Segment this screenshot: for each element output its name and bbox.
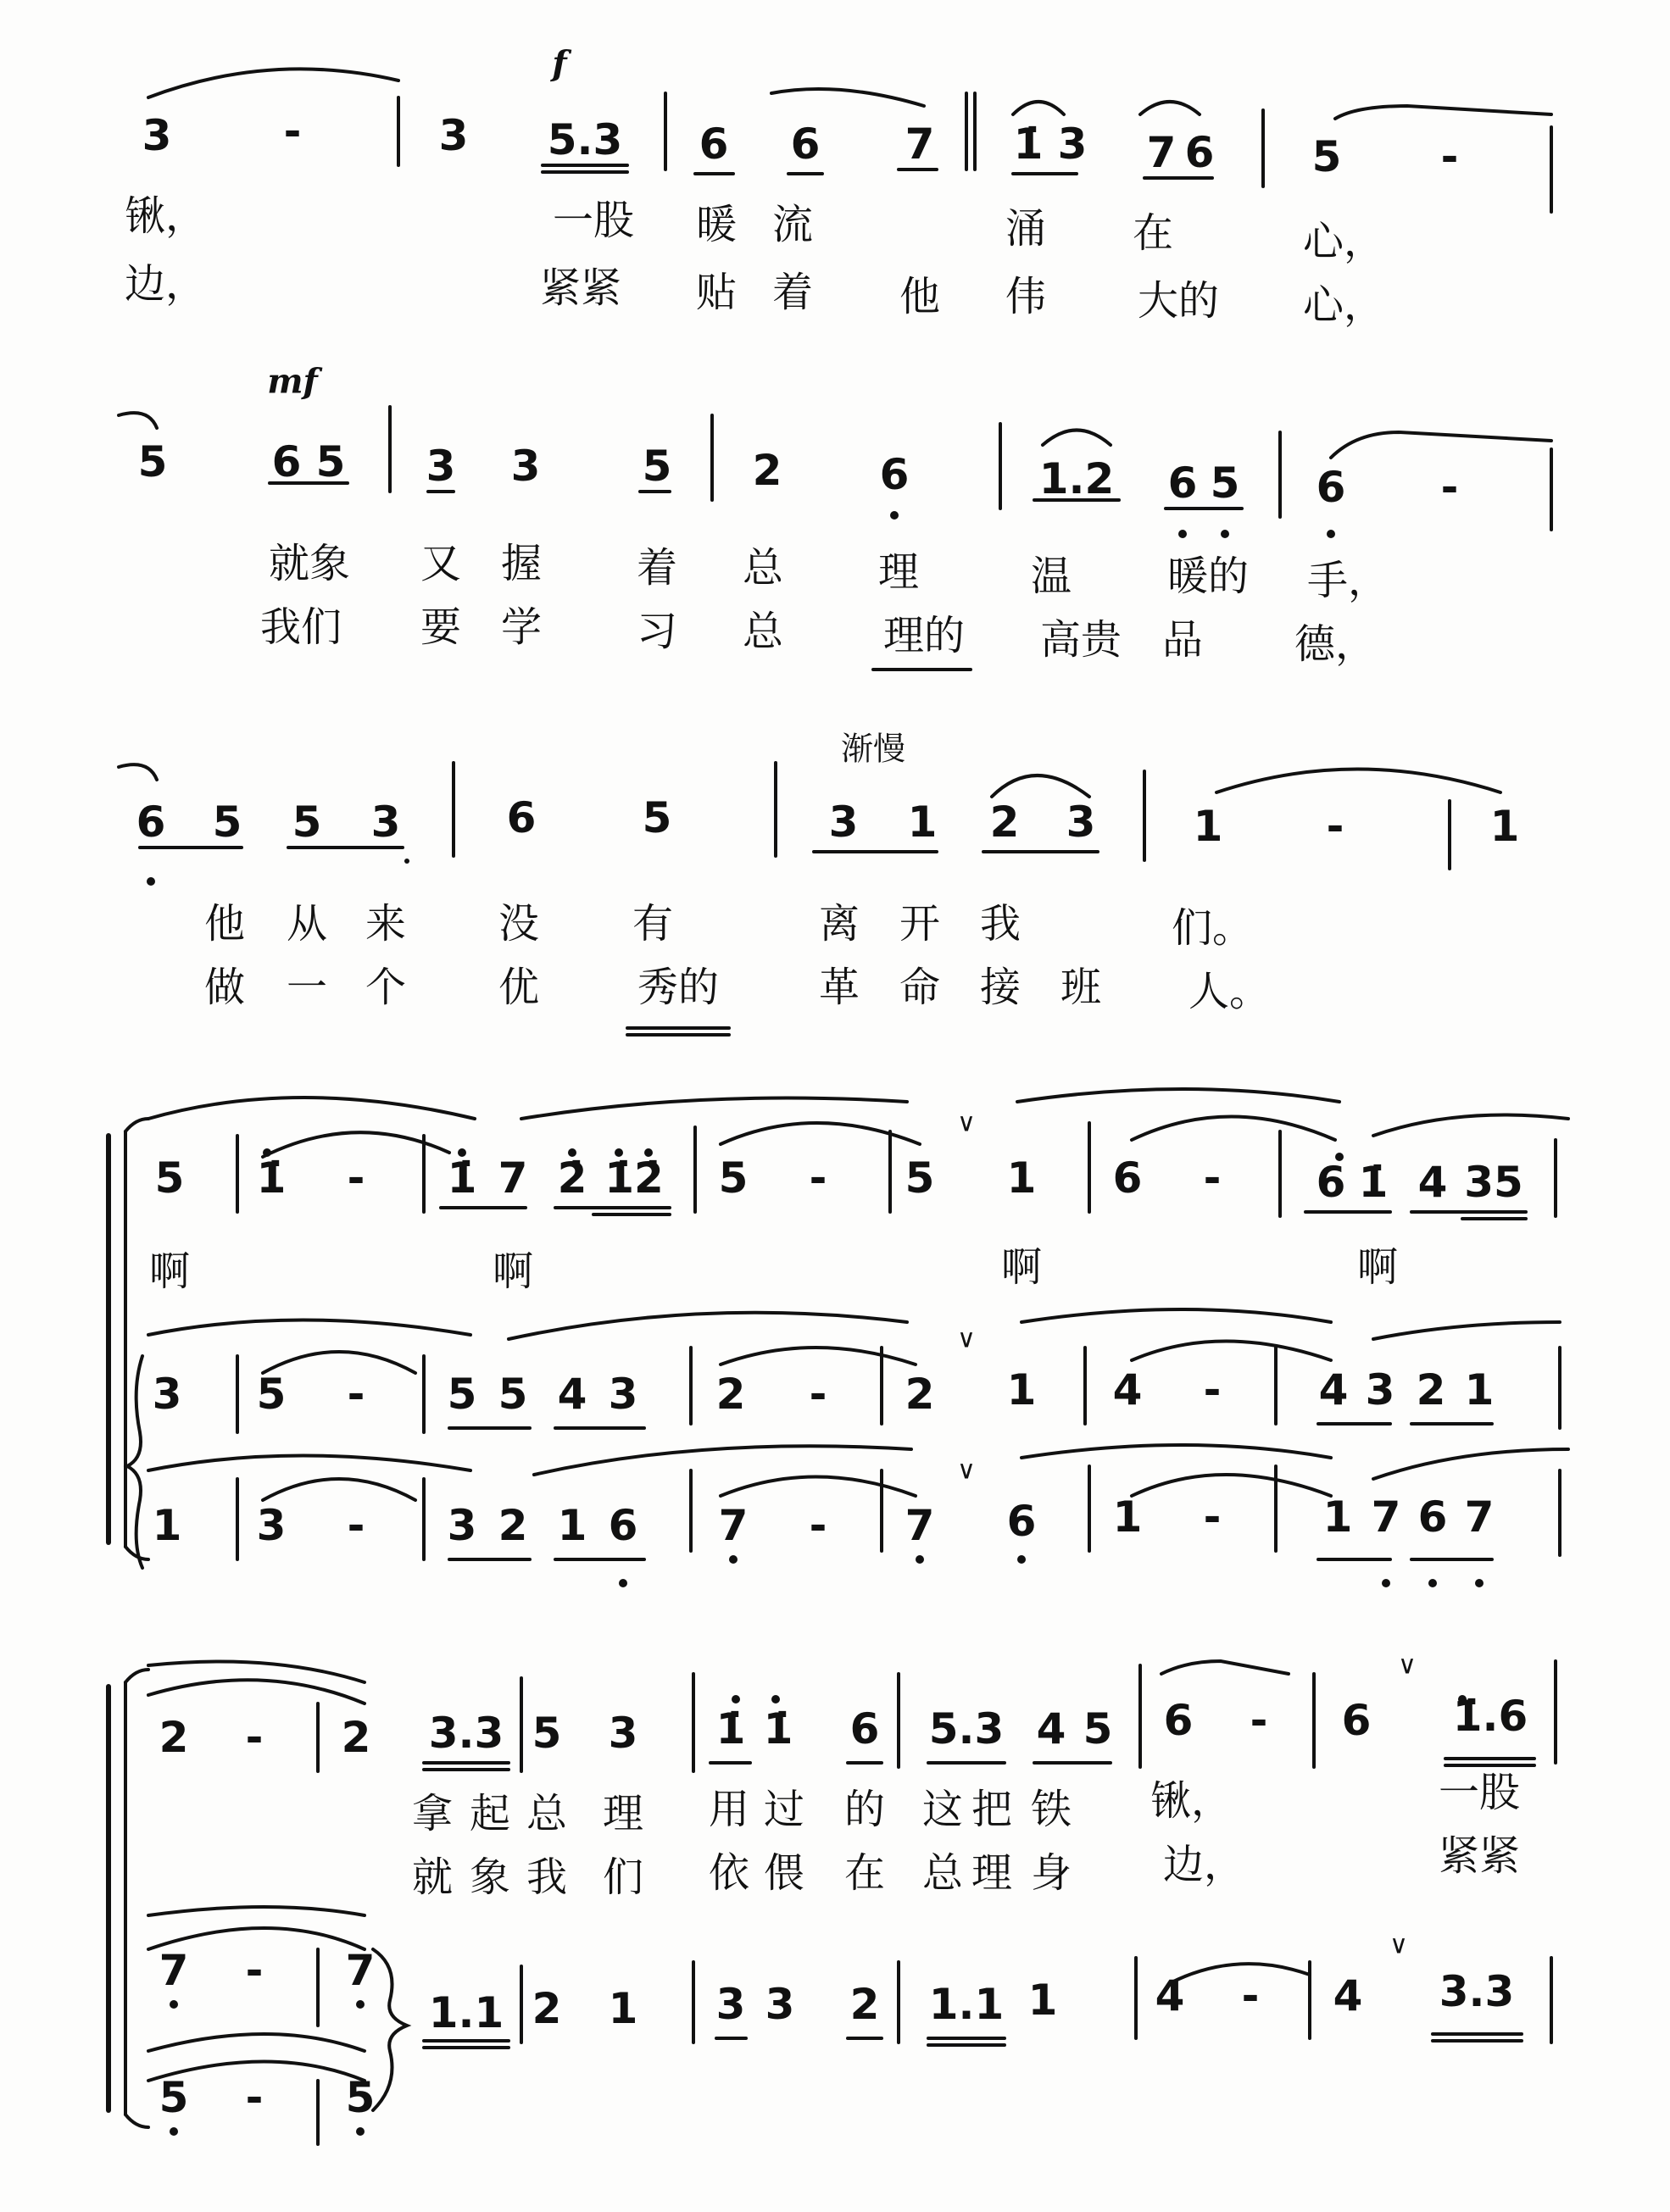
note: 35 — [1464, 1158, 1523, 1207]
lyric: 我 — [526, 1854, 568, 1901]
note: 1 — [1112, 1492, 1143, 1542]
note: 3 — [1365, 1365, 1395, 1414]
lyric: 心， — [1302, 281, 1385, 329]
note: 6 — [1341, 1696, 1372, 1745]
note: 5 — [642, 442, 672, 491]
lyric: 温 — [1030, 553, 1072, 600]
note: 6 — [1006, 1497, 1037, 1546]
note: 1 — [1006, 1365, 1037, 1414]
note: 1̇ — [447, 1153, 477, 1203]
note: - — [347, 1501, 365, 1550]
lyric: 我们 — [259, 603, 342, 651]
note: 6 — [608, 1501, 638, 1550]
lyric: 锹， — [1150, 1777, 1233, 1825]
note: 3 — [1066, 798, 1096, 847]
note: 5 — [905, 1153, 935, 1203]
note: 1 — [557, 1501, 587, 1550]
lyric: 班 — [1060, 964, 1102, 1011]
lyric: 起 — [469, 1790, 511, 1837]
lyric: 习 — [636, 608, 678, 655]
note: 1.1 — [428, 1988, 504, 2037]
lyric: 啊 — [492, 1248, 534, 1295]
lyric: 紧紧 — [1438, 1832, 1521, 1880]
note: 5 — [447, 1370, 477, 1419]
note: 7 — [718, 1501, 749, 1550]
note: 3 — [715, 1980, 746, 2029]
note: 4 — [1318, 1365, 1349, 1414]
note: 4 — [557, 1370, 587, 1419]
lyric: 一股 — [552, 197, 635, 244]
lyric: 开 — [899, 900, 941, 948]
lyric: 涌 — [1005, 205, 1047, 253]
note: 5 — [642, 793, 672, 842]
note: 2 — [849, 1980, 880, 2029]
lyric: 紧紧 — [539, 264, 622, 312]
lyric: 一 — [286, 964, 328, 1011]
note: 1.1 — [928, 1980, 1005, 2029]
lyric: 总 — [526, 1790, 568, 1837]
note: 5 — [154, 1153, 185, 1203]
note: 1̇ — [1013, 119, 1044, 169]
lyric: 秀的 — [637, 964, 720, 1011]
lyric: 要 — [420, 603, 462, 651]
note: 5.3 — [547, 115, 623, 164]
lyric: 偎 — [763, 1849, 805, 1897]
note: 1̇ — [763, 1704, 793, 1753]
lyric: 把 — [971, 1786, 1013, 1833]
note: - — [809, 1501, 827, 1550]
note: 6 — [1417, 1492, 1448, 1542]
note: 2 — [498, 1501, 528, 1550]
note: 6 — [699, 119, 729, 169]
lyric: 品 — [1161, 616, 1204, 664]
lyric: 伟 — [1005, 273, 1047, 320]
note: 1 — [1193, 802, 1223, 851]
note: 3 — [152, 1370, 182, 1419]
note: 1 — [152, 1501, 182, 1550]
note: 7 — [1371, 1492, 1401, 1542]
note: - — [1203, 1365, 1222, 1414]
note: 1̇ — [1358, 1158, 1389, 1207]
note: 5 — [345, 2073, 376, 2122]
lyric: 边， — [124, 260, 207, 308]
breath-mark: ∨ — [1398, 1650, 1417, 1681]
note: - — [1440, 463, 1459, 512]
note: 3 — [828, 798, 859, 847]
note: 5 — [212, 798, 242, 847]
note: 7 — [905, 1501, 935, 1550]
lyric: 我 — [979, 900, 1021, 948]
note: - — [1250, 1696, 1268, 1745]
lyric: 学 — [500, 603, 543, 651]
lyric: 暖 — [695, 201, 738, 248]
lyric: 边， — [1162, 1841, 1245, 1888]
note: 5 — [718, 1153, 749, 1203]
note: 1.2 — [1038, 454, 1115, 503]
note: 7 — [159, 1946, 189, 1995]
lyric: 这 — [921, 1786, 964, 1833]
note: 5 — [532, 1709, 562, 1758]
note: 2 — [532, 1984, 562, 2033]
note: 3 — [370, 798, 401, 847]
note: - — [1203, 1492, 1222, 1542]
note: 5 — [1210, 459, 1240, 508]
lyric: 暖的 — [1166, 553, 1250, 600]
lyric: 人。 — [1188, 968, 1271, 1015]
note: 5 — [256, 1370, 287, 1419]
lyric: 握 — [500, 540, 543, 587]
note: 5.3 — [928, 1704, 1005, 1753]
note: 6 — [790, 119, 821, 169]
note: 5 — [1311, 132, 1342, 181]
lyric: 啊 — [1356, 1243, 1399, 1291]
note: - — [1241, 1971, 1260, 2020]
note: 5 — [159, 2073, 189, 2122]
note: 3 — [765, 1980, 795, 2029]
lyric: 们 — [602, 1854, 644, 1901]
note: 1 — [1464, 1365, 1495, 1414]
note: 6 — [1112, 1153, 1143, 1203]
lyric: 没 — [498, 900, 540, 948]
note: 6 — [1184, 128, 1215, 177]
lyric: 啊 — [148, 1248, 191, 1295]
note: - — [283, 107, 302, 156]
note: 7 — [905, 119, 935, 169]
note: 5 — [315, 437, 346, 486]
lyric: 优 — [498, 964, 540, 1011]
note: 6 — [1163, 1696, 1194, 1745]
note: 3 — [426, 442, 456, 491]
note: 6 — [506, 793, 537, 842]
lyric: 总 — [742, 608, 784, 655]
lyric: 过 — [763, 1786, 805, 1833]
note: 1 — [1322, 1492, 1353, 1542]
lyric: 理 — [602, 1790, 644, 1837]
note: - — [245, 1946, 264, 1995]
lyric: 个 — [365, 964, 407, 1011]
lyric: 有 — [632, 900, 674, 948]
note: 4 — [1417, 1158, 1448, 1207]
note: 4 — [1112, 1365, 1143, 1414]
note: - — [347, 1370, 365, 1419]
lyric: 他 — [203, 900, 246, 948]
note: 6 — [1316, 1158, 1346, 1207]
note: - — [1326, 802, 1344, 851]
breath-mark: ∨ — [1389, 1930, 1408, 1960]
lyric: 手， — [1306, 557, 1389, 604]
tempo-marking-rit: 渐慢 — [840, 730, 906, 768]
note: - — [347, 1153, 365, 1203]
lyric: 着 — [771, 269, 814, 316]
note: 6 — [849, 1704, 880, 1753]
note: 6 — [271, 437, 302, 486]
lyric: 命 — [899, 964, 941, 1011]
note: - — [809, 1370, 827, 1419]
note: 3 — [510, 442, 541, 491]
note: 3 — [447, 1501, 477, 1550]
note: 5 — [498, 1370, 528, 1419]
breath-mark: ∨ — [957, 1108, 976, 1138]
note: 4 — [1155, 1971, 1185, 2020]
note: 2 — [752, 446, 782, 495]
note: 1 — [608, 1984, 638, 2033]
note: 3 — [142, 111, 172, 160]
lyric: 接 — [979, 964, 1021, 1011]
breath-mark: ∨ — [957, 1324, 976, 1354]
lyric: 身 — [1030, 1849, 1072, 1897]
lyric: 啊 — [1000, 1243, 1043, 1291]
note: 3.3 — [1439, 1967, 1515, 2016]
note: 6 — [136, 798, 166, 847]
lyric: 来 — [365, 900, 407, 948]
note: 1̇.6 — [1452, 1692, 1528, 1741]
lyric: 心， — [1302, 218, 1385, 265]
lyric: 拿 — [411, 1790, 454, 1837]
note: - — [1203, 1153, 1222, 1203]
lyric: 革 — [818, 964, 860, 1011]
lyric: 用 — [708, 1786, 750, 1833]
note: 6 — [1316, 463, 1346, 512]
dynamic-mezzo-forte: mf — [267, 361, 318, 402]
note: 3 — [256, 1501, 287, 1550]
note: - — [245, 1713, 264, 1762]
lyric: 象 — [469, 1854, 511, 1901]
note: 6 — [1167, 459, 1198, 508]
lyric: 依 — [708, 1849, 750, 1897]
note: 2 — [989, 798, 1020, 847]
lyric: 就象 — [268, 540, 351, 587]
note: 7 — [498, 1153, 528, 1203]
note: 2 — [715, 1370, 746, 1419]
lyric: 就 — [411, 1854, 454, 1901]
lyric: 在 — [843, 1849, 886, 1897]
lyric: 他 — [899, 273, 941, 320]
note: 6 — [879, 450, 910, 499]
lyric: 又 — [420, 540, 462, 587]
lyric: 在 — [1132, 209, 1174, 257]
note: 7 — [1464, 1492, 1495, 1542]
note: - — [809, 1153, 827, 1203]
lyric: 贴 — [695, 269, 738, 316]
lyric: 理的 — [882, 612, 966, 659]
note: 2 — [159, 1713, 189, 1762]
note: 1 — [1489, 802, 1520, 851]
note: 7 — [345, 1946, 376, 1995]
note: 1̇ — [256, 1153, 287, 1203]
lyric: 们。 — [1171, 904, 1254, 952]
note: 1̇ — [715, 1704, 746, 1753]
note: 2 — [1416, 1365, 1446, 1414]
note: 1 — [1027, 1976, 1058, 2025]
lyric: 理 — [971, 1849, 1013, 1897]
lyric: 的 — [843, 1786, 886, 1833]
note: 5 — [292, 798, 322, 847]
note: 2 — [341, 1713, 371, 1762]
note: 2̇ — [557, 1153, 587, 1203]
lyric: 总 — [921, 1849, 964, 1897]
note: 1 — [1006, 1153, 1037, 1203]
note: 5 — [1083, 1704, 1113, 1753]
lyric: 着 — [636, 544, 678, 592]
note: 3 — [608, 1370, 638, 1419]
lyric: 理 — [877, 548, 920, 596]
note: 3 — [1057, 119, 1088, 169]
note: 3 — [438, 111, 469, 160]
lyric: 锹， — [124, 192, 207, 240]
lyric: 高贵 — [1039, 616, 1122, 664]
note: 4 — [1333, 1971, 1363, 2020]
lyric: 做 — [203, 964, 246, 1011]
dynamic-forte: f — [552, 43, 567, 84]
note: 2 — [905, 1370, 935, 1419]
lyric: 从 — [286, 900, 328, 948]
note: - — [245, 2073, 264, 2122]
note: 3.3 — [428, 1709, 504, 1758]
note: 7 — [1146, 128, 1177, 177]
lyric: 离 — [818, 900, 860, 948]
lyric: 铁 — [1030, 1786, 1072, 1833]
note: 4 — [1036, 1704, 1066, 1753]
lyric: 德， — [1294, 620, 1377, 668]
lyric: 总 — [742, 544, 784, 592]
lyric: 大的 — [1137, 277, 1220, 325]
lyric: 流 — [771, 201, 814, 248]
note: - — [1440, 132, 1459, 181]
lyric: 一股 — [1438, 1769, 1521, 1816]
note: 5 — [137, 437, 168, 486]
breath-mark: ∨ — [957, 1455, 976, 1486]
note: 1 — [907, 798, 938, 847]
note: 3 — [608, 1709, 638, 1758]
note: 1̇2̇ — [604, 1153, 664, 1203]
